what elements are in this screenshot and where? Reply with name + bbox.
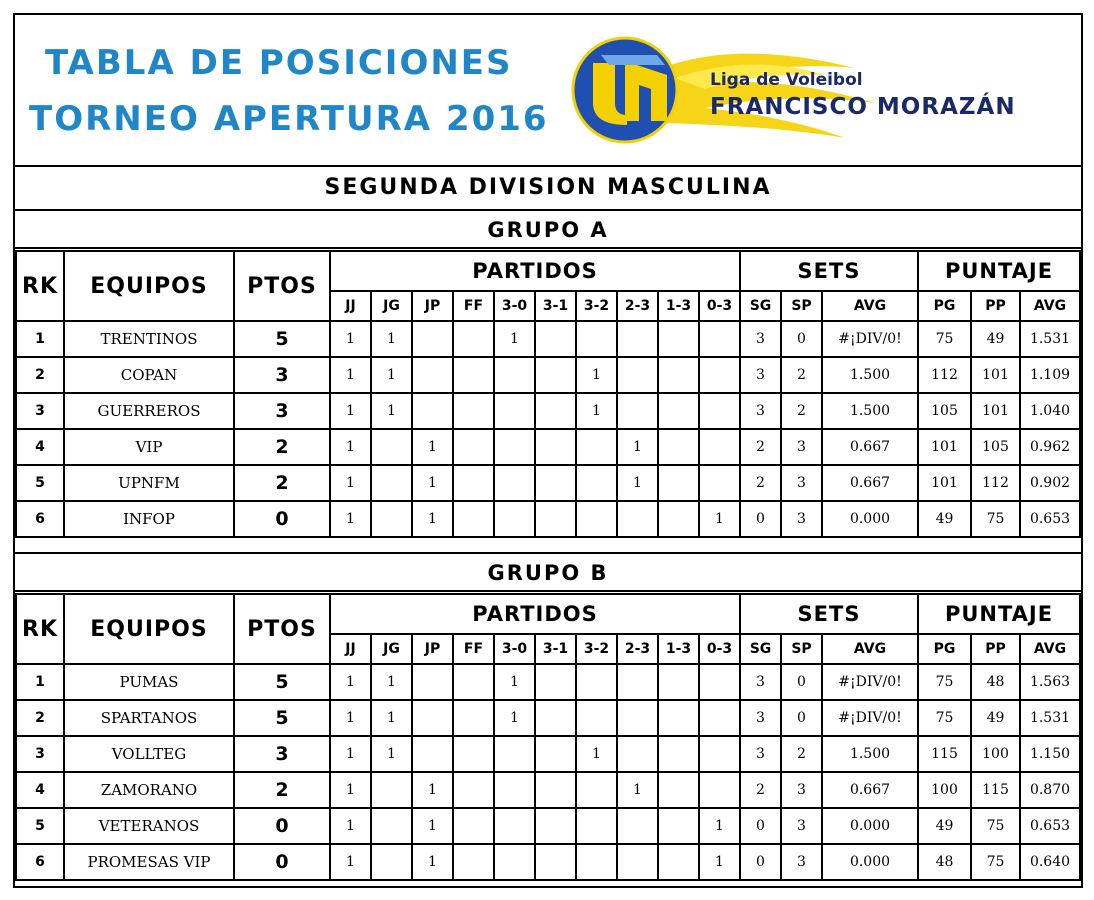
col-partidos: PARTIDOS [330, 594, 740, 634]
subcol-header: JJ [330, 291, 371, 321]
team-cell: PUMAS [64, 664, 234, 700]
stat-cell [453, 844, 494, 880]
stat-cell: 75 [918, 700, 971, 736]
stat-cell [453, 357, 494, 393]
stat-cell [658, 736, 699, 772]
stat-cell: 1 [576, 357, 617, 393]
stat-cell: 115 [918, 736, 971, 772]
stat-cell: 1.531 [1020, 321, 1080, 357]
team-cell: ZAMORANO [64, 772, 234, 808]
rank-cell: 2 [16, 700, 64, 736]
stat-cell: 0.000 [822, 808, 918, 844]
stat-cell: 0.667 [822, 429, 918, 465]
subcol-header: FF [453, 291, 494, 321]
rank-cell: 3 [16, 736, 64, 772]
league-logo-icon [555, 33, 1065, 148]
team-cell: VOLLTEG [64, 736, 234, 772]
stat-cell: 2 [740, 429, 781, 465]
subcol-header: 2-3 [617, 634, 658, 664]
stat-cell: 1 [617, 465, 658, 501]
stat-cell [371, 429, 412, 465]
team-cell: VETERANOS [64, 808, 234, 844]
stat-cell: 1 [330, 772, 371, 808]
rank-cell: 5 [16, 465, 64, 501]
stat-cell [699, 465, 740, 501]
points-cell: 5 [234, 700, 330, 736]
stat-cell: 1 [699, 844, 740, 880]
table-row [16, 465, 1080, 501]
rank-cell: 1 [16, 321, 64, 357]
col-ptos: PTOS [234, 594, 330, 664]
subcol-header: PG [918, 634, 971, 664]
subcol-header: SP [781, 634, 822, 664]
stat-cell [576, 664, 617, 700]
stat-cell [535, 808, 576, 844]
stat-cell: 1 [371, 736, 412, 772]
stat-cell: 0.640 [1020, 844, 1080, 880]
stat-cell [371, 808, 412, 844]
group-a-rows [16, 321, 1080, 537]
stat-cell: 1 [330, 736, 371, 772]
stat-cell: 0.902 [1020, 465, 1080, 501]
stat-cell [658, 357, 699, 393]
logo-subtitle: Liga de Voleibol [710, 70, 863, 90]
stat-cell [576, 700, 617, 736]
stat-cell: 1 [412, 465, 453, 501]
subcol-header: 3-0 [494, 634, 535, 664]
stat-cell: 1 [371, 321, 412, 357]
stat-cell [371, 501, 412, 537]
table-row [16, 808, 1080, 844]
standings-sheet [13, 13, 1083, 888]
stat-cell [412, 357, 453, 393]
stat-cell: 112 [971, 465, 1020, 501]
subcol-header: JP [412, 634, 453, 664]
stat-cell [658, 429, 699, 465]
points-cell: 0 [234, 844, 330, 880]
stat-cell: 1.500 [822, 357, 918, 393]
team-cell: SPARTANOS [64, 700, 234, 736]
stat-cell: 0.000 [822, 844, 918, 880]
subcol-header: 3-1 [535, 291, 576, 321]
stat-cell: 0.000 [822, 501, 918, 537]
stat-cell: 3 [740, 393, 781, 429]
stat-cell [658, 664, 699, 700]
stat-cell [535, 664, 576, 700]
stat-cell [617, 357, 658, 393]
stat-cell: 48 [971, 664, 1020, 700]
stat-cell: 101 [971, 393, 1020, 429]
stat-cell [576, 465, 617, 501]
stat-cell [617, 393, 658, 429]
stat-cell [412, 393, 453, 429]
stat-cell: 101 [971, 357, 1020, 393]
stat-cell: 0 [781, 700, 822, 736]
stat-cell: 1 [330, 700, 371, 736]
subcol-header: 2-3 [617, 291, 658, 321]
stat-cell: 3 [740, 357, 781, 393]
stat-cell [658, 808, 699, 844]
stat-cell: 49 [971, 321, 1020, 357]
group-a-table [15, 250, 1081, 538]
stat-cell [658, 393, 699, 429]
stat-cell: 2 [781, 736, 822, 772]
title-line-1: TABLA DE POSICIONES [45, 43, 513, 83]
col-sets: SETS [740, 251, 918, 291]
stat-cell: 1 [330, 321, 371, 357]
stat-cell: 1 [494, 700, 535, 736]
stat-cell: 0 [781, 664, 822, 700]
stat-cell: 75 [971, 844, 1020, 880]
division-title: SEGUNDA DIVISION MASCULINA [15, 165, 1081, 208]
group-b-table [15, 593, 1081, 881]
stat-cell: 0.870 [1020, 772, 1080, 808]
team-cell: VIP [64, 429, 234, 465]
subcol-header: 1-3 [658, 291, 699, 321]
stat-cell: 0 [781, 321, 822, 357]
col-equipos: EQUIPOS [64, 251, 234, 321]
stat-cell [453, 700, 494, 736]
subcol-header: 3-0 [494, 291, 535, 321]
stat-cell [535, 465, 576, 501]
stat-cell: 1.500 [822, 393, 918, 429]
stat-cell [658, 700, 699, 736]
team-cell: GUERREROS [64, 393, 234, 429]
stat-cell: 101 [918, 429, 971, 465]
stat-cell: 100 [971, 736, 1020, 772]
stat-cell [412, 700, 453, 736]
col-rk: RK [16, 251, 64, 321]
team-cell: COPAN [64, 357, 234, 393]
subcol-header: JP [412, 291, 453, 321]
col-ptos: PTOS [234, 251, 330, 321]
stat-cell: 105 [918, 393, 971, 429]
points-cell: 2 [234, 429, 330, 465]
stat-cell [453, 772, 494, 808]
subcol-header: 0-3 [699, 291, 740, 321]
col-partidos: PARTIDOS [330, 251, 740, 291]
stat-cell: 1 [617, 429, 658, 465]
stat-cell: 1 [576, 736, 617, 772]
stat-cell: 1 [330, 465, 371, 501]
points-cell: 3 [234, 393, 330, 429]
stat-cell [576, 808, 617, 844]
stat-cell: 1 [330, 664, 371, 700]
col-rk: RK [16, 594, 64, 664]
stat-cell: 1 [412, 844, 453, 880]
stat-cell: 112 [918, 357, 971, 393]
subcol-header: AVG [822, 291, 918, 321]
stat-cell: 1.040 [1020, 393, 1080, 429]
team-cell: PROMESAS VIP [64, 844, 234, 880]
rank-cell: 3 [16, 393, 64, 429]
stat-cell [617, 664, 658, 700]
points-cell: 3 [234, 736, 330, 772]
stat-cell: #¡DIV/0! [822, 321, 918, 357]
stat-cell: 1.109 [1020, 357, 1080, 393]
stat-cell [453, 465, 494, 501]
stat-cell: 1 [371, 700, 412, 736]
points-cell: 5 [234, 664, 330, 700]
stat-cell: 75 [971, 808, 1020, 844]
stat-cell [658, 844, 699, 880]
subcol-header: 3-2 [576, 291, 617, 321]
stat-cell: 1 [699, 501, 740, 537]
stat-cell: 0.653 [1020, 501, 1080, 537]
stat-cell [535, 429, 576, 465]
stat-cell [494, 844, 535, 880]
stat-cell: 1.563 [1020, 664, 1080, 700]
stat-cell: 1.500 [822, 736, 918, 772]
subcol-header: JG [371, 634, 412, 664]
stat-cell: 1 [330, 501, 371, 537]
stat-cell: 1 [330, 844, 371, 880]
stat-cell: 3 [781, 844, 822, 880]
stat-cell [576, 501, 617, 537]
stat-cell: 3 [740, 321, 781, 357]
subcol-header: PP [971, 634, 1020, 664]
stat-cell [617, 808, 658, 844]
stat-cell: 3 [740, 736, 781, 772]
table-row [16, 429, 1080, 465]
table-row [16, 357, 1080, 393]
group-b-rows [16, 664, 1080, 880]
table-row [16, 664, 1080, 700]
stat-cell: 1 [330, 393, 371, 429]
stat-cell: 0 [740, 501, 781, 537]
stat-cell [453, 736, 494, 772]
rank-cell: 6 [16, 501, 64, 537]
stat-cell [494, 393, 535, 429]
stat-cell: 3 [781, 429, 822, 465]
col-puntaje: PUNTAJE [918, 594, 1080, 634]
stat-cell: 3 [740, 700, 781, 736]
points-cell: 2 [234, 465, 330, 501]
subcol-header: SP [781, 291, 822, 321]
stat-cell: 1 [576, 393, 617, 429]
stat-cell: 3 [781, 501, 822, 537]
col-sets: SETS [740, 594, 918, 634]
stat-cell: 1 [330, 429, 371, 465]
stat-cell: 75 [918, 664, 971, 700]
stat-cell [494, 772, 535, 808]
stat-cell [453, 808, 494, 844]
subcol-header: 0-3 [699, 634, 740, 664]
stat-cell [658, 321, 699, 357]
group-b-title: GRUPO B [15, 552, 1081, 592]
stat-cell [494, 736, 535, 772]
stat-cell: 0.653 [1020, 808, 1080, 844]
rank-cell: 6 [16, 844, 64, 880]
table-row [16, 772, 1080, 808]
stat-cell [453, 393, 494, 429]
table-row [16, 844, 1080, 880]
stat-cell [576, 844, 617, 880]
stat-cell [494, 501, 535, 537]
rank-cell: 1 [16, 664, 64, 700]
stat-cell [535, 772, 576, 808]
points-cell: 2 [234, 772, 330, 808]
stat-cell: 1 [699, 808, 740, 844]
stat-cell [535, 393, 576, 429]
stat-cell [617, 844, 658, 880]
stat-cell [699, 700, 740, 736]
stat-cell: 0.667 [822, 772, 918, 808]
stat-cell: 1 [412, 808, 453, 844]
league-logo [555, 33, 1065, 148]
subcol-header: JJ [330, 634, 371, 664]
col-equipos: EQUIPOS [64, 594, 234, 664]
subcol-header: FF [453, 634, 494, 664]
stat-cell: 1 [412, 772, 453, 808]
stat-cell: 1.150 [1020, 736, 1080, 772]
stat-cell: 49 [971, 700, 1020, 736]
stat-cell: 1 [412, 501, 453, 537]
stat-cell [494, 465, 535, 501]
stat-cell [658, 501, 699, 537]
stat-cell: 0.962 [1020, 429, 1080, 465]
stat-cell [658, 465, 699, 501]
table-row [16, 393, 1080, 429]
stat-cell: 1 [494, 321, 535, 357]
stat-cell: 3 [740, 664, 781, 700]
stat-cell: 48 [918, 844, 971, 880]
rank-cell: 2 [16, 357, 64, 393]
table-row [16, 321, 1080, 357]
stat-cell [699, 772, 740, 808]
stat-cell [371, 772, 412, 808]
stat-cell [453, 321, 494, 357]
stat-cell: 49 [918, 501, 971, 537]
stat-cell: 49 [918, 808, 971, 844]
stat-cell: #¡DIV/0! [822, 700, 918, 736]
stat-cell: 0 [740, 808, 781, 844]
stat-cell [494, 357, 535, 393]
subcol-header: SG [740, 634, 781, 664]
stat-cell: 1.531 [1020, 700, 1080, 736]
stat-cell [412, 664, 453, 700]
rank-cell: 5 [16, 808, 64, 844]
points-cell: 0 [234, 808, 330, 844]
stat-cell [371, 844, 412, 880]
stat-cell: 100 [918, 772, 971, 808]
stat-cell: 1 [330, 357, 371, 393]
stat-cell [412, 321, 453, 357]
stat-cell: 2 [781, 357, 822, 393]
stat-cell [535, 321, 576, 357]
stat-cell: 2 [740, 772, 781, 808]
subcol-header: PP [971, 291, 1020, 321]
stat-cell [535, 700, 576, 736]
stat-cell [699, 357, 740, 393]
subcol-header: PG [918, 291, 971, 321]
rank-cell: 4 [16, 772, 64, 808]
stat-cell [535, 736, 576, 772]
subcol-header: SG [740, 291, 781, 321]
subcol-header: AVG [822, 634, 918, 664]
stat-cell: 1 [371, 664, 412, 700]
group-a-title: GRUPO A [15, 209, 1081, 249]
stat-cell [453, 664, 494, 700]
stat-cell [699, 736, 740, 772]
stat-cell: 105 [971, 429, 1020, 465]
stat-cell [412, 736, 453, 772]
stat-cell [699, 321, 740, 357]
stat-cell [658, 772, 699, 808]
stat-cell [576, 429, 617, 465]
stat-cell: 75 [918, 321, 971, 357]
stat-cell: #¡DIV/0! [822, 664, 918, 700]
title-line-2: TORNEO APERTURA 2016 [29, 99, 549, 139]
table-row [16, 501, 1080, 537]
subcol-header: AVG [1020, 634, 1080, 664]
stat-cell [699, 393, 740, 429]
stat-cell: 3 [781, 808, 822, 844]
table-row [16, 736, 1080, 772]
stat-cell [535, 357, 576, 393]
stat-cell: 3 [781, 465, 822, 501]
stat-cell: 3 [781, 772, 822, 808]
stat-cell: 1 [617, 772, 658, 808]
stat-cell [617, 321, 658, 357]
stat-cell: 1 [371, 357, 412, 393]
subcol-header: 3-1 [535, 634, 576, 664]
stat-cell: 1 [494, 664, 535, 700]
stat-cell: 0.667 [822, 465, 918, 501]
points-cell: 0 [234, 501, 330, 537]
stat-cell: 101 [918, 465, 971, 501]
subcol-header: AVG [1020, 291, 1080, 321]
stat-cell [535, 501, 576, 537]
stat-cell: 2 [781, 393, 822, 429]
stat-cell: 1 [371, 393, 412, 429]
stat-cell [617, 736, 658, 772]
stat-cell [699, 664, 740, 700]
subcol-header: 3-2 [576, 634, 617, 664]
stat-cell [494, 429, 535, 465]
team-cell: UPNFM [64, 465, 234, 501]
stat-cell [617, 700, 658, 736]
subcol-header: 1-3 [658, 634, 699, 664]
stat-cell [535, 844, 576, 880]
stat-cell: 0 [740, 844, 781, 880]
rank-cell: 4 [16, 429, 64, 465]
team-cell: TRENTINOS [64, 321, 234, 357]
stat-cell: 1 [330, 808, 371, 844]
sheet-header [15, 15, 1081, 165]
stat-cell [371, 465, 412, 501]
team-cell: INFOP [64, 501, 234, 537]
logo-title: FRANCISCO MORAZÁN [710, 94, 1016, 120]
stat-cell [576, 772, 617, 808]
stat-cell [453, 501, 494, 537]
stat-cell: 2 [740, 465, 781, 501]
stat-cell [576, 321, 617, 357]
stat-cell [494, 808, 535, 844]
stat-cell: 75 [971, 501, 1020, 537]
points-cell: 5 [234, 321, 330, 357]
table-row [16, 700, 1080, 736]
stat-cell [453, 429, 494, 465]
subcol-header: JG [371, 291, 412, 321]
stat-cell [699, 429, 740, 465]
stat-cell: 115 [971, 772, 1020, 808]
col-puntaje: PUNTAJE [918, 251, 1080, 291]
stat-cell [617, 501, 658, 537]
stat-cell: 1 [412, 429, 453, 465]
points-cell: 3 [234, 357, 330, 393]
